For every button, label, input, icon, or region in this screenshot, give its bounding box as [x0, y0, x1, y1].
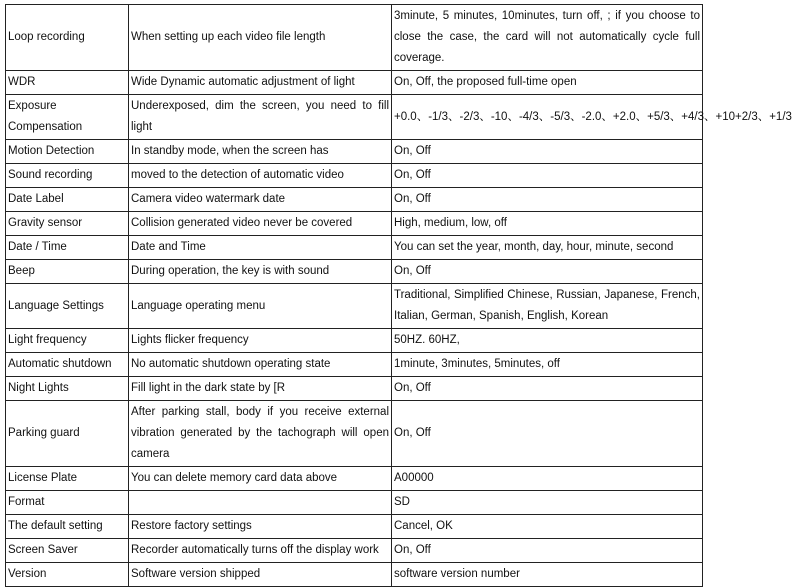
- setting-description: Camera video watermark date: [129, 188, 392, 212]
- setting-description: Wide Dynamic automatic adjustment of light: [129, 71, 392, 95]
- table-row: [6, 377, 703, 401]
- setting-description: Lights flicker frequency: [129, 329, 392, 353]
- table-row: [6, 329, 703, 353]
- setting-name: WDR: [6, 71, 129, 95]
- setting-options: On, Off: [392, 188, 703, 212]
- setting-options: +0.0、-1/3、-2/3、-10、-4/3、-5/3、-2.0、+2.0、+5/3、+4/3、+10+2/3、+1/3: [392, 95, 703, 140]
- setting-options: 1minute, 3minutes, 5minutes, off: [392, 353, 703, 377]
- setting-options: High, medium, low, off: [392, 212, 703, 236]
- table-row: [6, 260, 703, 284]
- setting-name: Motion Detection: [6, 140, 129, 164]
- setting-options: On, Off: [392, 377, 703, 401]
- setting-name: Language Settings: [6, 284, 129, 329]
- setting-name: Exposure Compensation: [6, 95, 129, 140]
- table-row: [6, 491, 703, 515]
- table-row: [6, 95, 703, 140]
- setting-name: Format: [6, 491, 129, 515]
- setting-options: On, Off, the proposed full-time open: [392, 71, 703, 95]
- setting-description: Date and Time: [129, 236, 392, 260]
- setting-options: On, Off: [392, 401, 703, 467]
- setting-options: 50HZ. 60HZ,: [392, 329, 703, 353]
- setting-description: No automatic shutdown operating state: [129, 353, 392, 377]
- setting-name: Sound recording: [6, 164, 129, 188]
- setting-description: Restore factory settings: [129, 515, 392, 539]
- setting-name: Version: [6, 563, 129, 587]
- setting-description: [129, 491, 392, 515]
- setting-description: Collision generated video never be covered: [129, 212, 392, 236]
- setting-options: On, Off: [392, 140, 703, 164]
- setting-name: Date / Time: [6, 236, 129, 260]
- table-row: [6, 188, 703, 212]
- setting-description: Recorder automatically turns off the display work: [129, 539, 392, 563]
- setting-name: The default setting: [6, 515, 129, 539]
- setting-name: License Plate: [6, 467, 129, 491]
- setting-options: Traditional, Simplified Chinese, Russian, Japanese, French, Italian, German, Spanish, English, Korean: [392, 284, 703, 329]
- table-row: [6, 236, 703, 260]
- setting-description: Software version shipped: [129, 563, 392, 587]
- setting-description: Fill light in the dark state by [R: [129, 377, 392, 401]
- setting-name: Automatic shutdown: [6, 353, 129, 377]
- table-row: [6, 212, 703, 236]
- setting-options: On, Off: [392, 539, 703, 563]
- table-row: [6, 467, 703, 491]
- table-row: [6, 5, 703, 71]
- setting-description: Underexposed, dim the screen, you need to fill light: [129, 95, 392, 140]
- setting-options: Cancel, OK: [392, 515, 703, 539]
- table-row: [6, 353, 703, 377]
- setting-description: In standby mode, when the screen has: [129, 140, 392, 164]
- setting-name: Beep: [6, 260, 129, 284]
- setting-name: Night Lights: [6, 377, 129, 401]
- table-row: [6, 539, 703, 563]
- setting-description: After parking stall, body if you receive external vibration generated by the tachograph will open camera: [129, 401, 392, 467]
- setting-options: A00000: [392, 467, 703, 491]
- table-row: [6, 563, 703, 587]
- setting-description: When setting up each video file length: [129, 5, 392, 71]
- setting-description: Language operating menu: [129, 284, 392, 329]
- setting-options: On, Off: [392, 260, 703, 284]
- setting-options: 3minute, 5 minutes, 10minutes, turn off, ; if you choose to close the case, the card will not automatically cycle full coverage.: [392, 5, 703, 71]
- setting-options: SD: [392, 491, 703, 515]
- setting-options: On, Off: [392, 164, 703, 188]
- table-row: [6, 140, 703, 164]
- setting-name: Gravity sensor: [6, 212, 129, 236]
- table-row: [6, 164, 703, 188]
- setting-description: During operation, the key is with sound: [129, 260, 392, 284]
- setting-name: Light frequency: [6, 329, 129, 353]
- settings-table: [5, 4, 792, 587]
- settings-table-body: [6, 5, 792, 587]
- setting-name: Date Label: [6, 188, 129, 212]
- table-row: [6, 515, 703, 539]
- setting-name: Parking guard: [6, 401, 129, 467]
- setting-description: moved to the detection of automatic video: [129, 164, 392, 188]
- setting-description: You can delete memory card data above: [129, 467, 392, 491]
- table-row: [6, 71, 703, 95]
- setting-name: Loop recording: [6, 5, 129, 71]
- setting-options: You can set the year, month, day, hour, minute, second: [392, 236, 703, 260]
- setting-name: Screen Saver: [6, 539, 129, 563]
- table-row: [6, 284, 703, 329]
- table-row: [6, 401, 703, 467]
- setting-options: software version number: [392, 563, 703, 587]
